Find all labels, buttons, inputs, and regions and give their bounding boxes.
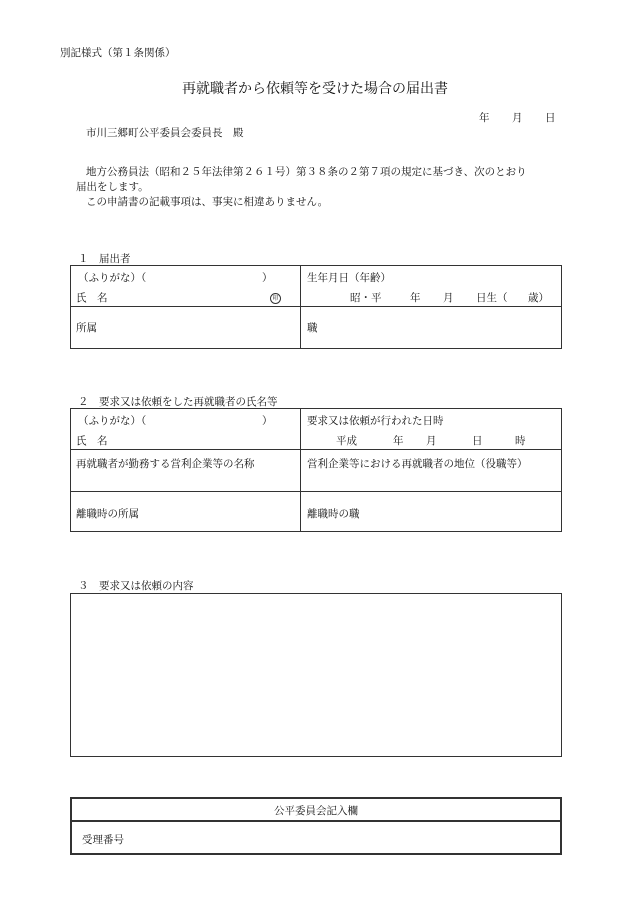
section3-heading: ３ 要求又は依頼の内容 xyxy=(78,580,194,592)
section1-furigana-close: ） xyxy=(262,272,273,284)
section2-hour: 時 xyxy=(515,435,526,447)
section1-affiliation-label[interactable]: 所属 xyxy=(76,322,97,334)
section2-divider-h2 xyxy=(70,491,562,492)
section2-name-label[interactable]: 氏 名 xyxy=(76,435,108,447)
section2-company-position-label[interactable]: 営利企業等における再就職者の地位（役職等） xyxy=(307,458,528,470)
page-title: 再就職者から依頼等を受けた場合の届出書 xyxy=(182,81,448,97)
section2-month: 月 xyxy=(426,435,437,447)
section2-heading: ２ 要求又は依頼をした再就職者の氏名等 xyxy=(78,396,278,408)
section3-content-box[interactable] xyxy=(70,593,562,757)
date-day-label: 日 xyxy=(545,112,556,124)
section1-birth-day: 日生（ xyxy=(476,292,508,304)
section1-heading: １ 届出者 xyxy=(78,253,131,265)
section2-year: 年 xyxy=(393,435,404,447)
body-paragraph-1-line-2: 届出をします。 xyxy=(76,181,149,193)
section2-era[interactable]: 平成 xyxy=(336,435,357,447)
section2-divider-v xyxy=(300,408,301,532)
committee-divider xyxy=(70,820,562,822)
section2-datetime-label: 要求又は依頼が行われた日時 xyxy=(307,415,444,427)
section2-furigana-close: ） xyxy=(262,415,273,427)
receipt-number-label[interactable]: 受理番号 xyxy=(82,834,124,846)
section1-birth-year: 年 xyxy=(410,292,421,304)
section1-birth-era[interactable]: 昭・平 xyxy=(350,292,382,304)
date-month-label: 月 xyxy=(512,112,523,124)
section2-furigana[interactable]: （ふりがな）（ xyxy=(78,415,147,427)
seal-icon: 印 xyxy=(270,291,281,304)
section2-retire-position-label[interactable]: 離職時の職 xyxy=(307,508,360,520)
section1-position-label[interactable]: 職 xyxy=(307,322,318,334)
section1-birth-label: 生年月日（年齢） xyxy=(307,272,391,284)
addressee: 市川三郷町公平委員会委員長 殿 xyxy=(86,127,244,139)
section1-divider-v xyxy=(300,265,301,349)
section1-name-label[interactable]: 氏 名 xyxy=(76,292,108,304)
section2-retire-affiliation-label[interactable]: 離職時の所属 xyxy=(76,508,139,520)
committee-title: 公平委員会記入欄 xyxy=(274,805,358,817)
date-year-label: 年 xyxy=(479,112,490,124)
body-paragraph-2: この申請書の記載事項は、事実に相違ありません。 xyxy=(86,196,329,208)
form-label: 別記様式（第１条関係） xyxy=(60,47,176,59)
section2-divider-h1 xyxy=(70,449,562,450)
section1-furigana[interactable]: （ふりがな）（ xyxy=(78,272,147,284)
body-paragraph-1-line-1: 地方公務員法（昭和２５年法律第２６１号）第３８条の２第７項の規定に基づき、次のとおり xyxy=(86,166,527,178)
section1-divider-h xyxy=(70,306,562,307)
section1-birth-month: 月 xyxy=(443,292,454,304)
section2-day: 日 xyxy=(472,435,483,447)
section2-company-label[interactable]: 再就職者が勤務する営利企業等の名称 xyxy=(76,458,255,470)
section1-birth-age: 歳） xyxy=(528,292,549,304)
